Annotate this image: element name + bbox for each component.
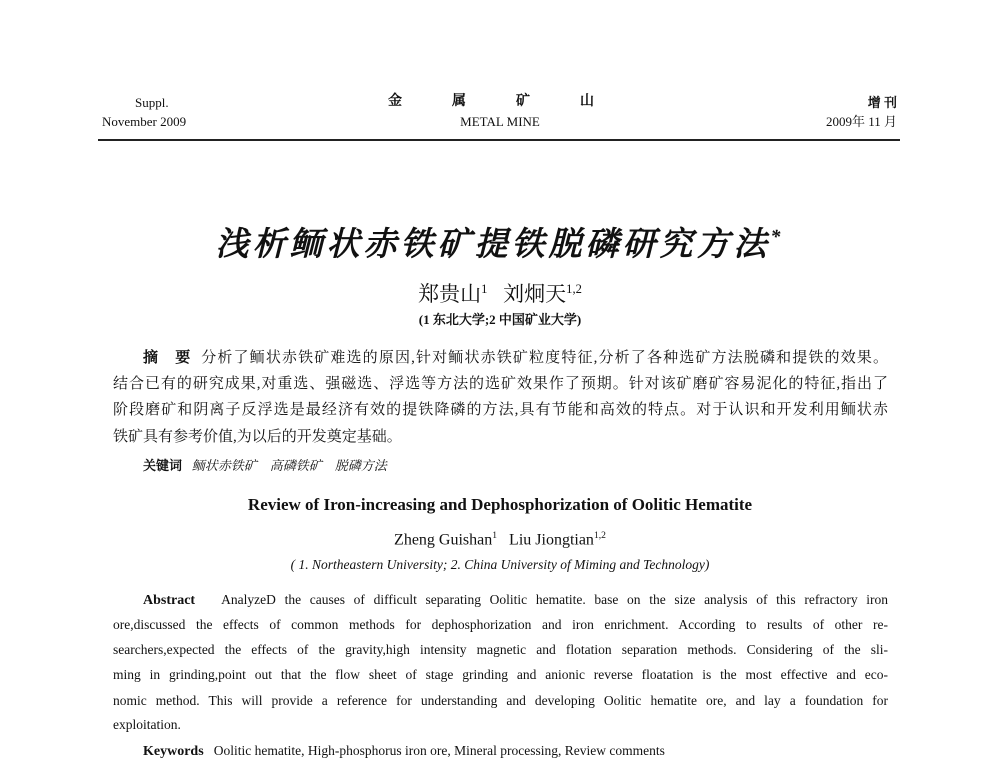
title-footnote-mark: *	[770, 226, 785, 248]
keywords-cn	[143, 457, 888, 475]
abstract-text: AnalyzeD the causes of difficult separating Oolitic hematite. base on the size analysis of this refractory iron	[221, 592, 888, 607]
paper-title-en: Review of Iron-increasing and Dephosphorization of Oolitic Hematite	[247, 495, 753, 514]
author-affil-mark: 1	[492, 530, 498, 541]
keywords-label: Keywords	[143, 744, 204, 759]
journal-name-en: METAL MINE	[460, 114, 540, 129]
author-name: 郑贵山	[418, 282, 482, 306]
abstract-line: ming in grinding,point out that the flow sheet of stage grinding and anionic reverse floatation is the most effective and eco-	[113, 667, 888, 682]
header-rule	[98, 139, 900, 141]
keywords-text: Oolitic hematite, High-phosphorus iron ore, Mineral processing, Review comments	[213, 743, 665, 758]
author-affil-mark: 1,2	[593, 530, 606, 541]
affiliation-cn: (1 东北大学;2 中国矿业大学)	[418, 312, 582, 327]
header-date-en: November 2009	[102, 114, 187, 129]
authors-cn	[0, 278, 1000, 308]
keywords-en	[143, 742, 888, 761]
author-name: Liu Jiongtian	[509, 531, 594, 549]
abstract-text: 分析了鲕状赤铁矿难选的原因,针对鲕状赤铁矿粒度特征,分析了各种选矿方法脱磷和提铁的效果。	[201, 350, 888, 366]
abstract-line: 结合已有的研究成果,对重选、强磁选、浮选等方法的选矿效果作了预期。针对该矿磨矿容易泥化的特征,指出了	[113, 376, 888, 392]
abstract-line	[143, 349, 888, 367]
affiliation-en: ( 1. Northeastern University; 2. China University of Miming and Technology)	[290, 557, 710, 572]
header-date-cn: 2009年 11 月	[825, 114, 897, 129]
paper-title-cn	[0, 218, 1000, 265]
author-name: Zheng Guishan	[394, 531, 493, 549]
journal-name-cn: 金 属 矿 山	[388, 94, 612, 109]
title-text: 浅析鲕状赤铁矿提铁脱磷研究方法	[215, 227, 771, 263]
authors-en	[0, 530, 1000, 549]
abstract-line: 铁矿具有参考价值,为以后的开发奠定基础。	[113, 429, 402, 445]
abstract-line: searchers,expected the effects of the gravity,high intensity magnetic and flotation separation methods. Considering of the sli-	[113, 642, 888, 657]
abstract-line: exploitation.	[113, 717, 181, 732]
header-suppl: Suppl.	[135, 95, 169, 110]
author-name: 刘炯天	[503, 282, 567, 306]
abstract-line: 阶段磨矿和阴离子反浮选是最经济有效的提铁降磷的方法,具有节能和高效的特点。对于认识和开发利用鲕状赤	[113, 402, 888, 418]
abstract-line: nomic method. This will provide a reference for understanding and developing Oolitic hematite ore, and lay a foundation for	[113, 693, 888, 708]
keywords-text: 鲕状赤铁矿 高磷铁矿 脱磷方法	[191, 458, 387, 473]
header-supplement-cn: 增 刊	[867, 95, 897, 110]
abstract-label: Abstract	[143, 593, 196, 608]
author-affil-mark: 1,2	[566, 282, 582, 296]
abstract-line: ore,discussed the effects of common methods for dephosphorization and iron enrichment. According to results of other re-	[113, 617, 888, 632]
author-affil-mark: 1	[481, 282, 488, 296]
abstract-line	[143, 591, 888, 610]
abstract-label: 摘 要	[143, 350, 192, 366]
keywords-label: 关键词	[143, 458, 183, 473]
